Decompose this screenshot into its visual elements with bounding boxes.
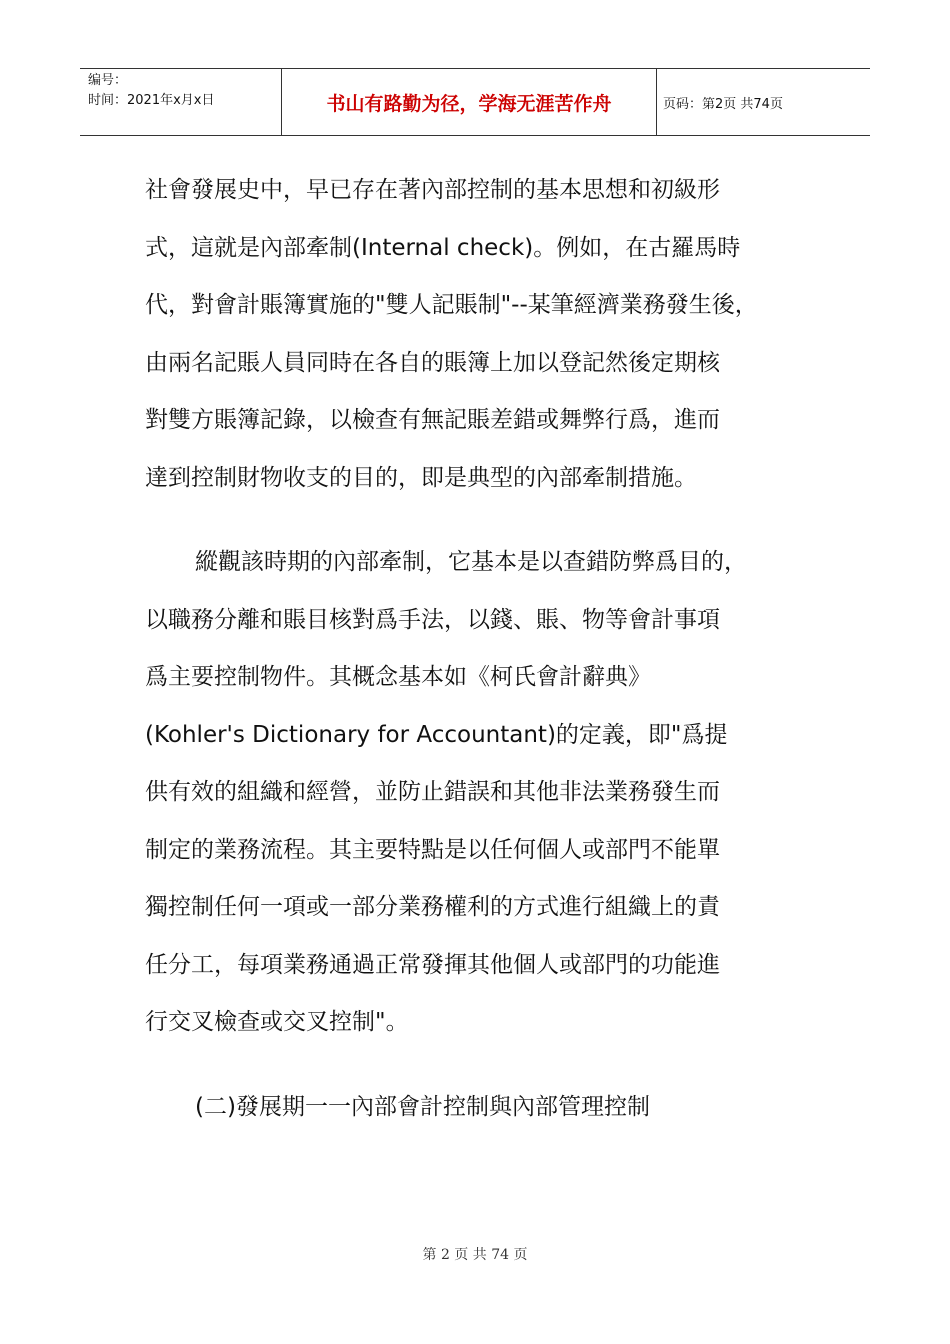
text-line: 供有效的組織和經營，並防止錯誤和其他非法業務發生而 — [145, 779, 720, 805]
text-line: 對雙方賬簿記錄，以檢查有無記賬差錯或舞弊行爲，進而 — [145, 407, 720, 433]
text-line: 獨控制任何一項或一部分業務權利的方式進行組織上的責 — [145, 894, 720, 920]
text-line: 以職務分離和賬目核對爲手法，以錢、賬、物等會計事項 — [145, 606, 720, 633]
section-heading: (二)發展期一一內部會計控制與內部管理控制 — [195, 1093, 650, 1120]
header-motto: 书山有路勤为径，学海无涯苦作舟 — [282, 69, 657, 135]
paragraph-gap — [145, 507, 845, 534]
document-body — [145, 162, 845, 1136]
document-number-label: 编号： — [88, 73, 128, 88]
text-line: 任分工，每項業務通過正常發揮其他個人或部門的功能進 — [145, 951, 720, 978]
paragraph-2 — [145, 534, 845, 1052]
page-footer: 第 2 页 共 74 页 — [422, 1247, 528, 1263]
document-time-label: 时间：2021年x月x日 — [88, 93, 215, 108]
paragraph-gap — [145, 1052, 845, 1079]
text-line: 達到控制財物收支的目的，即是典型的內部牽制措施。 — [145, 464, 697, 491]
header-meta — [80, 69, 282, 135]
text-line: 由兩名記賬人員同時在各自的賬簿上加以登記然後定期核 — [145, 349, 720, 376]
text-line: 縱觀該時期的內部牽制，它基本是以查錯防弊爲目的， — [195, 549, 747, 575]
text-line: 社會發展史中，早已存在著內部控制的基本思想和初級形 — [145, 177, 720, 203]
text-line: 行交叉檢查或交叉控制"。 — [145, 1009, 409, 1035]
text-line: 代，對會計賬簿實施的"雙人記賬制"--某筆經濟業務發生後， — [145, 292, 758, 318]
paragraph-1 — [145, 162, 845, 507]
header-page-info: 页码：第2页 共74页 — [663, 96, 783, 112]
text-line: 制定的業務流程。其主要特點是以任何個人或部門不能單 — [145, 836, 720, 863]
text-line: 爲主要控制物件。其概念基本如《柯氏會計辭典》 — [145, 664, 651, 690]
page-header — [80, 68, 870, 136]
text-line: 式，這就是內部牽制(Internal check)。例如，在古羅馬時 — [145, 234, 741, 261]
text-line: (Kohler's Dictionary for Accountant)的定義，即"爲提 — [145, 721, 728, 748]
